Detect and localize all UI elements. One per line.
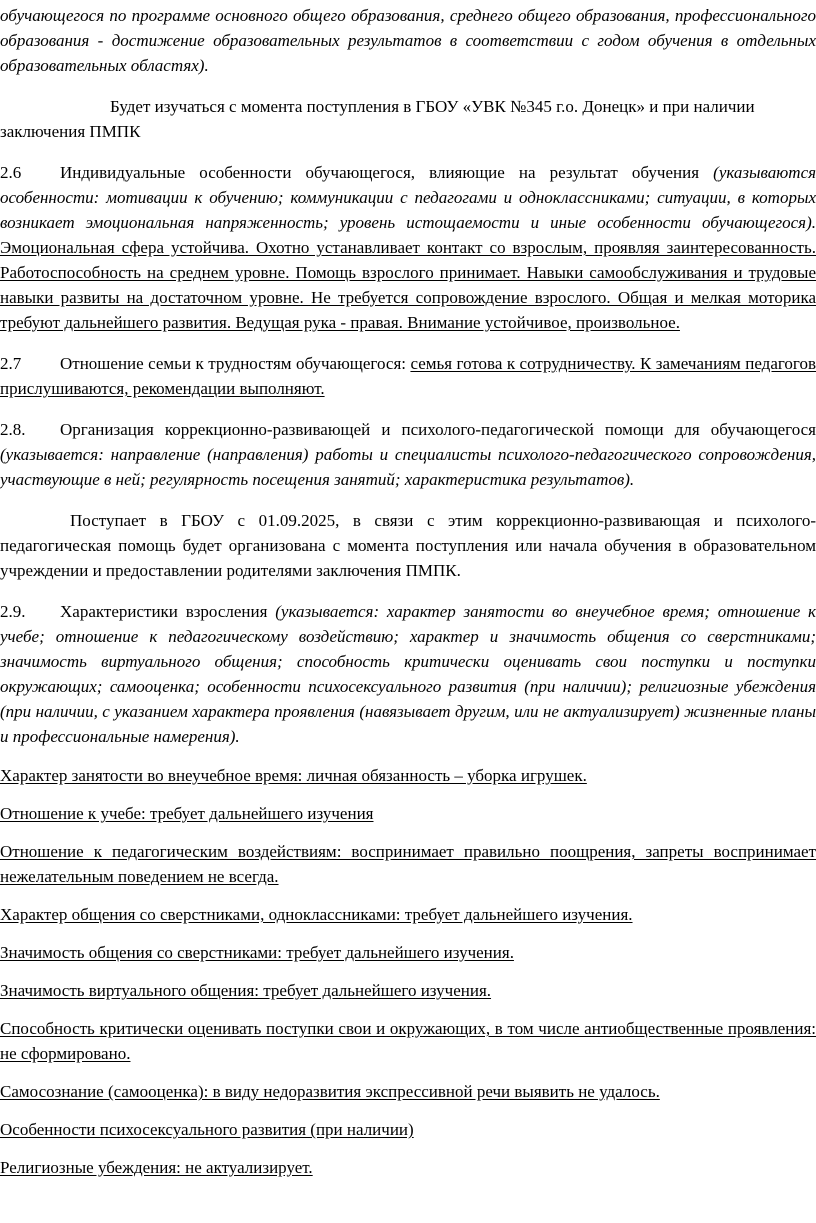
section-answer: Эмоциональная сфера устойчива. Охотно устанавливает контакт со взрослым, проявляя заинтересованность. Работоспособность на среднем уровне. Помощь взрослого принимает. Навыки самообслуживания и трудовые навыки развиты на достаточном уровне. Не требуется сопровождение взрослого. Общая и мелкая моторика требуют дальнейшего развития. Ведущая рука - правая. Внимание устойчивое, произвольное. xyxy=(0,238,816,332)
section-answer: семья готова к сотрудничеству. К замечаниям педагогов прислушиваются, рекомендации выполняют. xyxy=(0,354,816,398)
section-2-9 xyxy=(0,599,816,749)
section-number: 2.9. xyxy=(0,602,26,621)
intro-paragraph: Будет изучаться с момента поступления в ГБОУ «УВК №345 г.о. Донецк» и при наличии заключения ПМПК xyxy=(0,97,755,141)
section-number: 2.6 xyxy=(0,163,22,182)
section-label: Характеристики взросления xyxy=(60,602,268,621)
section-2-6 xyxy=(0,160,816,335)
section-hint: (указывается: направление (направления) работы и специалисты психолого-педагогического сопровождения, участвующие в ней; регулярность посещения занятий; характеристика результатов). xyxy=(0,445,816,489)
list-item: Отношение к учебе: требует дальнейшего изучения xyxy=(0,804,374,823)
section-number: 2.8. xyxy=(0,420,26,439)
list-item: Отношение к педагогическим воздействиям: воспринимает правильно поощрения, запреты воспринимает нежелательным поведением не всегда. xyxy=(0,842,816,886)
section-label: Индивидуальные особенности обучающегося, влияющие на результат обучения xyxy=(60,163,700,182)
section-number: 2.7 xyxy=(0,354,22,373)
list-item: Характер общения со сверстниками, одноклассниками: требует дальнейшего изучения. xyxy=(0,905,633,924)
section-label: Отношение семьи к трудностям обучающегося: xyxy=(60,354,406,373)
section-label: Организация коррекционно-развивающей и психолого-педагогической помощи для обучающегося xyxy=(60,420,816,439)
section-2-7 xyxy=(0,351,816,401)
section-2-8 xyxy=(0,417,816,492)
intro-italic-paragraph: обучающегося по программе основного общего образования, среднего общего образования, профессионального образования - достижение образовательных результатов в соответствии с годом обучения в отдельных образовательных областях). xyxy=(0,6,816,75)
list-item: Значимость виртуального общения: требует дальнейшего изучения. xyxy=(0,981,492,1000)
list-item: Характер занятости во внеучебное время: личная обязанность – уборка игрушек. xyxy=(0,766,587,785)
list-item: Религиозные убеждения: не актуализирует. xyxy=(0,1158,313,1177)
section-2-8-text: Поступает в ГБОУ с 01.09.2025, в связи с этим коррекционно-развивающая и психолого-педагогическая помощь будет организована с момента поступления или начала обучения в образовательном учреждении и предоставлении родителями заключения ПМПК. xyxy=(0,511,816,580)
list-item: Значимость общения со сверстниками: требует дальнейшего изучения. xyxy=(0,943,514,962)
list-item: Способность критически оценивать поступки свои и окружающих, в том числе антиобщественные проявления: не сформировано. xyxy=(0,1019,816,1063)
list-item: Особенности психосексуального развития (при наличии) xyxy=(0,1120,414,1139)
list-item: Самосознание (самооценка): в виду недоразвития экспрессивной речи выявить не удалось. xyxy=(0,1082,660,1101)
section-hint: (указываются особенности: мотивации к обучению; коммуникации с педагогами и одноклассниками; ситуации, в которых возникает эмоциональная напряженность; уровень истощаемости и иные особенности обучающегося). xyxy=(0,163,816,232)
section-hint: (указывается: характер занятости во внеучебное время; отношение к учебе; отношение к педагогическому воздействию; характер и значимость общения со сверстниками; значимость виртуального общения; способность критически оценивать свои поступки и поступки окружающих; самооценка; особенности психосексуального развития (при наличии); религиозные убеждения (при наличии, с указанием характера проявления (навязывает другим, или не актуализирует) жизненные планы и профессиональные намерения). xyxy=(0,602,816,746)
